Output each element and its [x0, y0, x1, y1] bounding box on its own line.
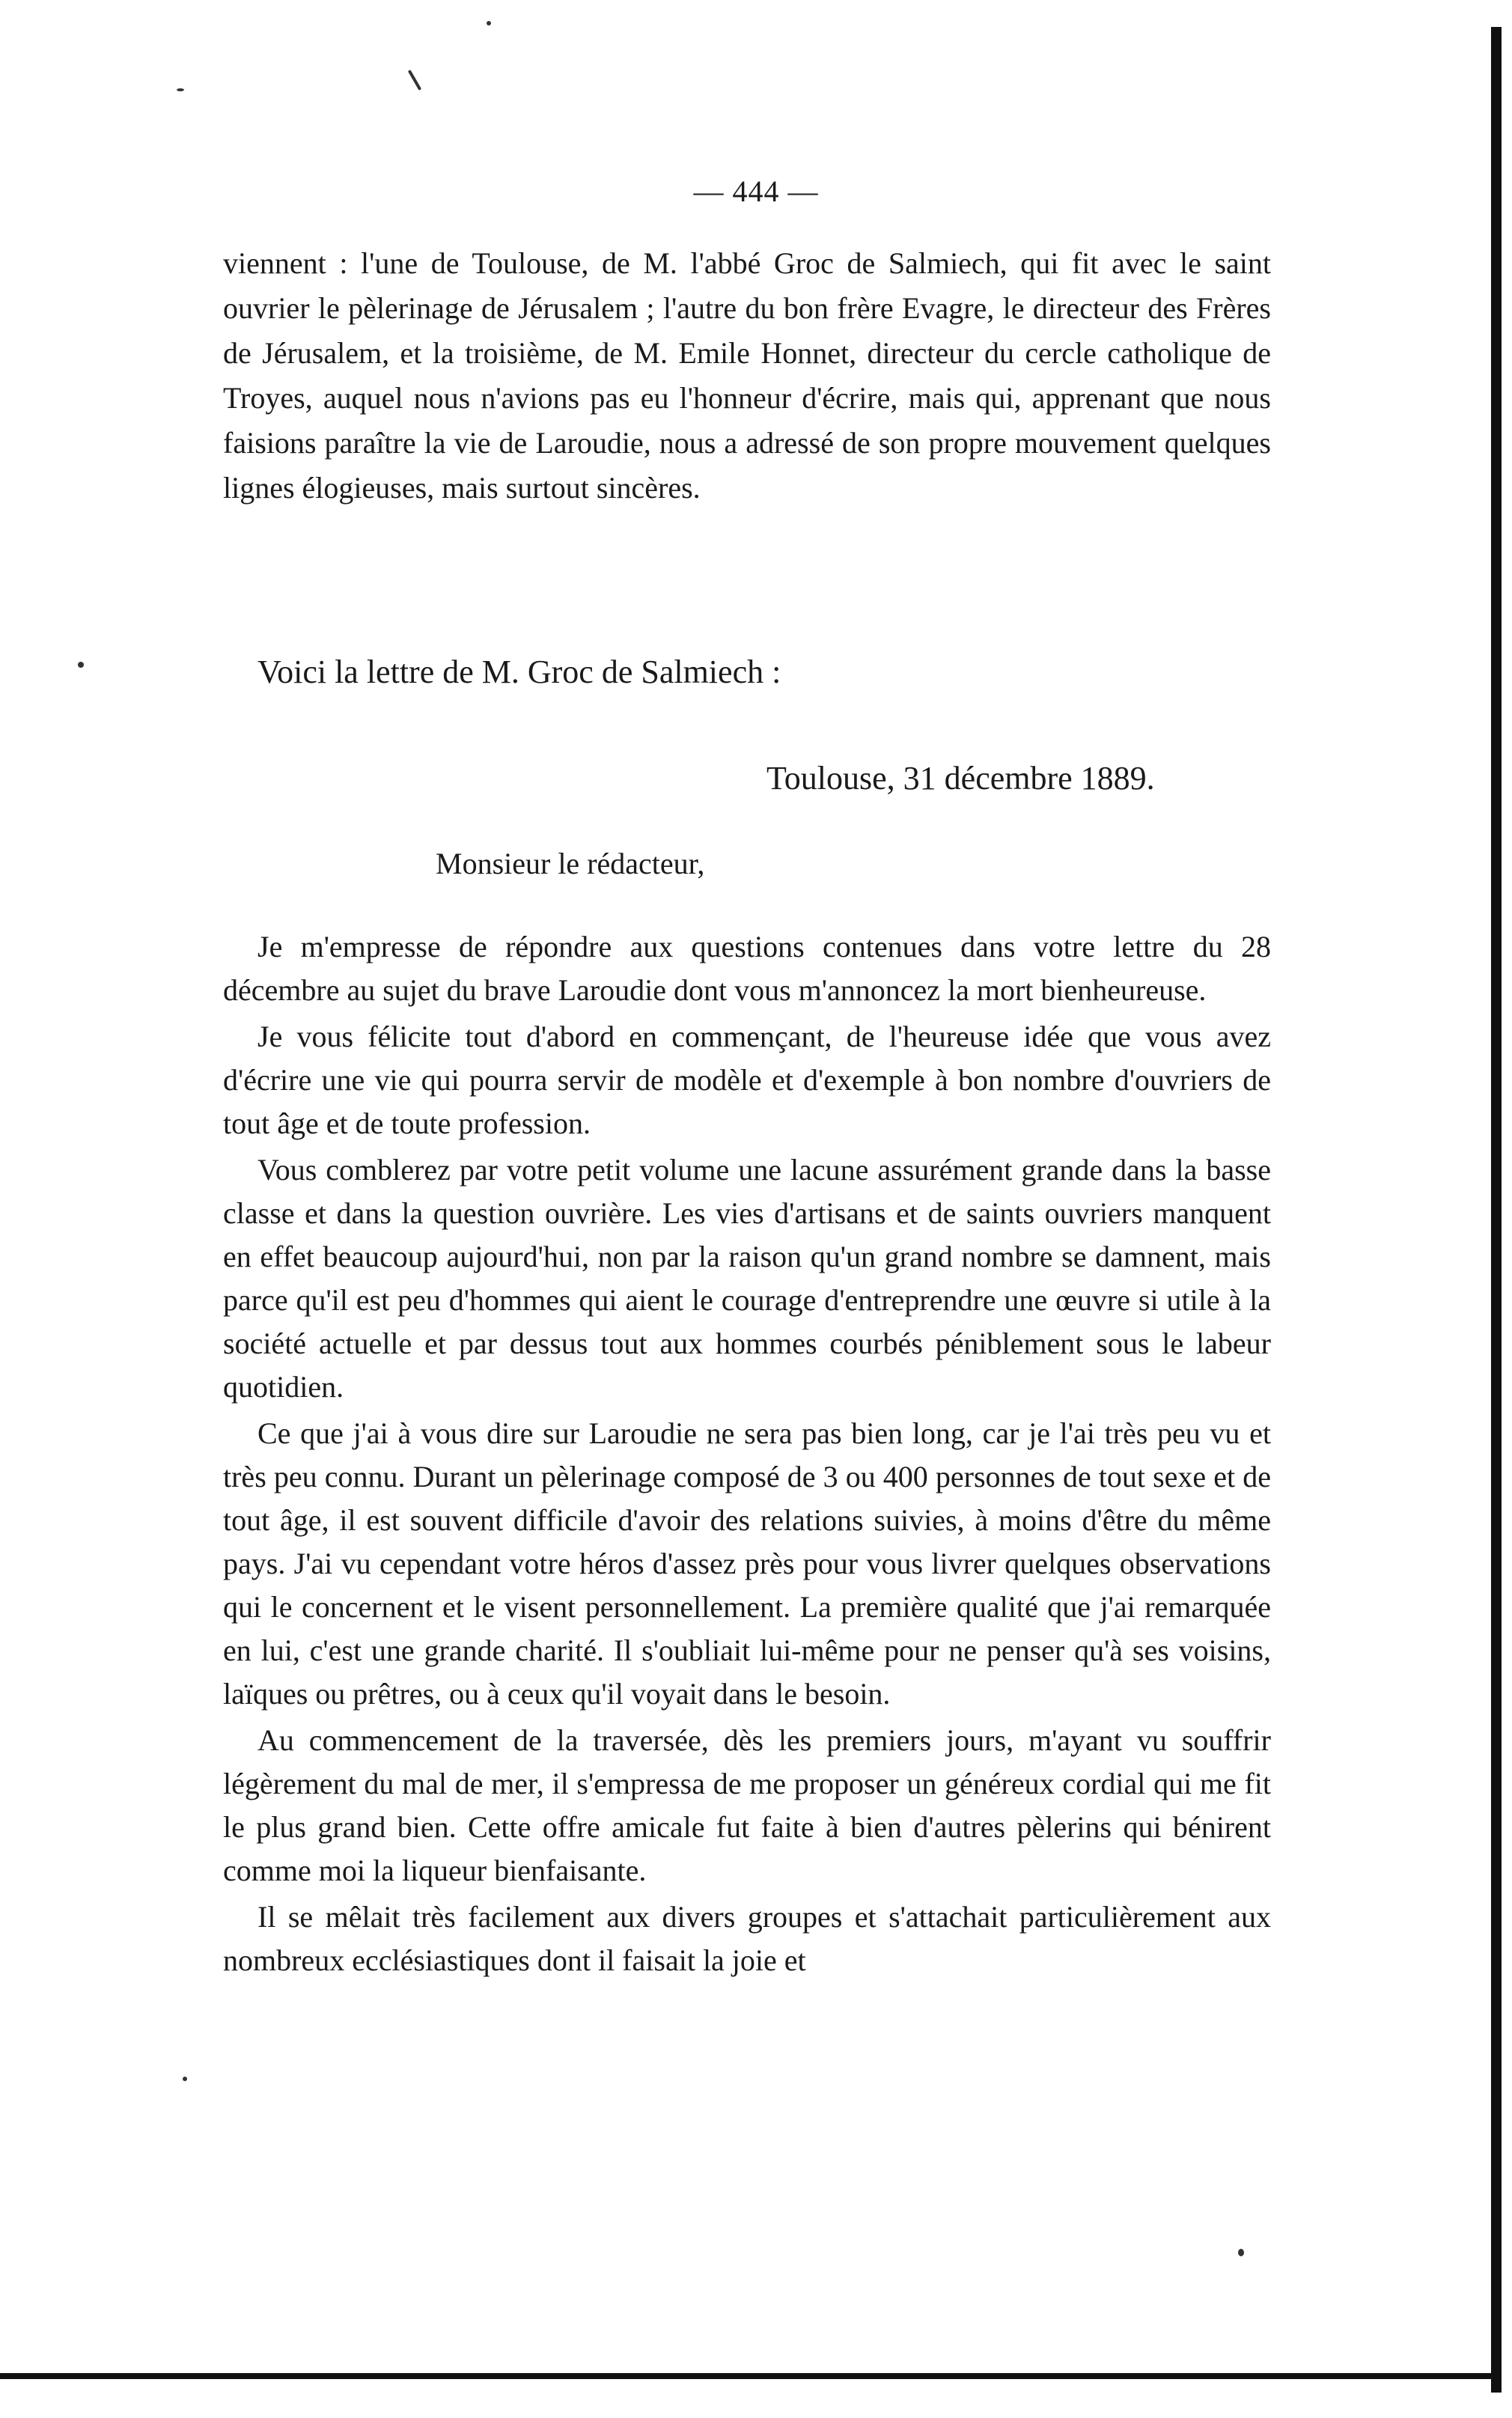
scan-speck: [78, 662, 84, 668]
letter-salutation: Monsieur le rédacteur,: [436, 847, 705, 880]
scan-speck: [408, 70, 421, 91]
letter-paragraph: Je vous félicite tout d'abord en commençant, de l'heureuse idée que vous avez d'écrire une vie qui pourra servir de modèle et d'exemple à bon nombre d'ouvriers de tout âge et de toute profession.: [223, 1020, 1271, 1140]
scan-border-right: [1491, 27, 1502, 2393]
intro-text: viennent : l'une de Toulouse, de M. l'abbé Groc de Salmiech, qui fit avec le saint ouvrier le pèlerinage de Jérusalem ; l'autre du bon frère Evagre, le directeur des Frères de Jérusalem, et la troisième, de M. Emile Honnet, directeur du cercle catholique de Troyes, auquel nous n'avions pas eu l'honneur d'écrire, mais qui, apprenant que nous faisions paraître la vie de Laroudie, nous a adressé de son propre mouvement quelques lignes élogieuses, mais surtout sincères.: [223, 246, 1271, 505]
scan-speck: [183, 2077, 187, 2081]
scan-speck: [1238, 2249, 1244, 2256]
page-number: — 444 —: [693, 174, 819, 208]
letter-paragraph: Je m'empresse de répondre aux questions contenues dans votre lettre du 28 décembre au sujet du brave Laroudie dont vous m'annoncez la mort bienheureuse.: [223, 930, 1271, 1007]
letter-paragraph: Au commencement de la traversée, dès les premiers jours, m'ayant vu souffrir légèrement du mal de mer, il s'empressa de me proposer un généreux cordial qui me fit le plus grand bien. Cette offre amicale fut faite à bien d'autres pèlerins qui bénirent comme moi la liqueur bienfaisante.: [223, 1723, 1271, 1887]
letter-introduction: Voici la lettre de M. Groc de Salmiech :: [257, 654, 781, 690]
intro-paragraph: [223, 241, 1271, 511]
letter-paragraph: Il se mêlait très facilement aux divers groupes et s'attachait particulièrement aux nombreux ecclésiastiques dont il faisait la joie et: [223, 1900, 1271, 1977]
scan-speck: [487, 21, 491, 25]
scan-speck: [177, 88, 184, 91]
scan-border-bottom: [0, 2373, 1502, 2379]
letter-paragraph: Vous comblerez par votre petit volume une lacune assurément grande dans la basse classe et dans la question ouvrière. Les vies d'artisans et de saints ouvriers manquent en effet beaucoup aujourd'hui, non par la raison qu'un grand nombre se damnent, mais parce qu'il est peu d'hommes qui aient le courage d'entreprendre une œuvre si utile à la société actuelle et par dessus tout aux hommes courbés péniblement sous le labeur quotidien.: [223, 1153, 1271, 1404]
letter-dateline: Toulouse, 31 décembre 1889.: [766, 760, 1155, 797]
letter-paragraph: Ce que j'ai à vous dire sur Laroudie ne sera pas bien long, car je l'ai très peu vu et très peu connu. Durant un pèlerinage composé de 3 ou 400 personnes de tout sexe et de tout âge, il est souvent difficile d'avoir des relations suivies, à moins d'être du même pays. J'ai vu cependant votre héros d'assez près pour vous livrer quelques observations qui le concernent et le visent personnellement. La première qualité que j'ai remarquée en lui, c'est une grande charité. Il s'oubliait lui-même pour ne penser qu'à ses voisins, laïques ou prêtres, ou à ceux qu'il voyait dans le besoin.: [223, 1416, 1271, 1711]
letter-body: [223, 925, 1271, 1985]
